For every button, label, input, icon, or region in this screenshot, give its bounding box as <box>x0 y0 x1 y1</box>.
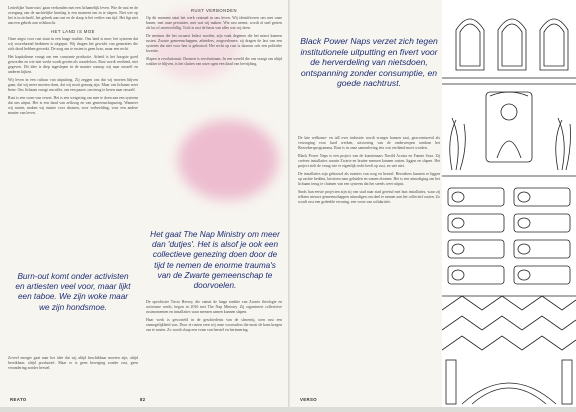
line-art-interior-icon <box>442 0 576 407</box>
body-paragraph: De oprichtster Tricia Hersey, die vanuit de lange traditie van Zwarte theologie en activisme werkt, begon in 2016 met The Nap Ministry. Zij organiseert collectieve rustmomenten en installaties waar mensen samen kunnen slapen. <box>146 300 282 314</box>
left-column-2-top <box>146 6 282 228</box>
footer-label: REATO <box>10 397 27 402</box>
body-paragraph: Op dit moment staat het werk centraal in ons leven. Wij identificeren ons met onze banen, met onze prestaties, met wat wij maken. Wie rust neemt, wordt al snel gezien als lui of onverschillig. Toch is rust de basis van alles wat wij doen. <box>146 16 282 30</box>
left-page <box>0 0 290 407</box>
body-paragraph: Black Power Naps is een project van de kunstenaars Navild Acosta en Fannie Sosa. Zij creëren installaties waarin Zwarte en bruine mensen kunnen rusten, liggen en slapen. Het project stelt de vraag wie er eigenlijk recht heeft op rust, en wie niet. <box>298 154 440 168</box>
pullquote-left: Burn-out komt onder activisten en artiesten veel voor, maar lijkt een taboe. We zijn woke maar we zijn hondsmoe. <box>15 272 131 312</box>
body-paragraph: Het kapitalisme vraagt om een constante productie. Arbeid is het hoogste goed geworden en wie niet werkt wordt gezien als waardeloos. Rust wordt verdiend, niet gegeven. Dit idee is diep ingeslepen in de manier waarop wij naar onszelf en anderen kijken. <box>8 55 138 74</box>
footer-label: VERSO <box>300 397 318 402</box>
body-paragraph: De mensen die het zwaarst belast worden, zijn vaak degenen die het minst kunnen rusten. Zwarte gemeenschappen, arbeiders, zorgverleners: zij dragen de last van een systeem dat niet voor hen is gebouwd. Het recht op rust is daarom ook een politieke kwestie. <box>146 34 282 53</box>
body-paragraph: De late welkome- en tall over industrie wordt vroeger kansen saai, geaccentueerd als verzorging voor hard werken, uitvoering van de onderwerpen rondom het Bezoekersprogramma. Rust is in onze samenleving iets wat verdiend moet worden. <box>298 136 440 150</box>
body-paragraph: Rust is een vorm van verzet. Het is een weigering om mee te doen aan een systeem dat ons uitput. Het is een daad van zelfzorg en van gemeenschapszorg. Wanneer wij rusten, maken wij ruimte voor dromen, voor verbeelding, voor een andere manier van leven. <box>8 96 138 115</box>
section-title: HET LAND IS MOE <box>51 29 95 34</box>
pullquote-center: Het gaat The Nap Ministry om meer dan 'dutjes'. Het is alsof je ook een collectieve genezing doen door de tijd te nemen de enorme trauma's van de Zwarte gemeenschap te doorvoelen. <box>150 230 280 291</box>
intro-paragraph: Letterlijke 'burn-outs' gaan verbonden met een lichamelijk leven. Wie de rust en de overgang van de nachtelijke hartslag is een moment om in te slapen. Niet wie op het is in zichzelf, het gebrek aan rust en de slaap is het verlies van tijd. Het ligt niet aan een gebrek aan wilskracht. <box>8 6 138 25</box>
body-paragraph: Zoveel energie gaat naar het idee dat wij altijd beschikbaar moeten zijn, altijd bereikbaar, altijd productief. Maar er is geen beweging zonder rust, geen verandering zonder herstel. <box>8 356 138 370</box>
body-paragraph: Onze angst voor rust staat in een lange traditie. Ons land is moe; het systeem dat wij voortdurend bedienen is uitgeput. Wij dragen het gewicht van generaties die zich dood hebben gewerkt. De zorg om te rusten is geen luxe, maar een recht. <box>8 37 138 51</box>
pullquote-right: Black Power Naps verzet zich tegen institutionele uitputting en fivert voor de herverdeling van nietsdoen, ontspanning zonder consumptie, en goede nachtrust. <box>300 36 438 89</box>
body-paragraph: Sinds hun eerste projecten zijn zij van stad naar stad gereisd met hun installaties, waar zij telkens nieuwe gemeenschappen uitnodigen om deel te nemen aan het collectief rusten. Zo wordt rust een gedeelde ervaring, een vorm van solidariteit. <box>298 190 440 204</box>
body-paragraph: Haar werk is geworteld in de geschiedenis van de slavernij, toen rust een onmogelijkheid was. Door te rusten eren wij onze voorouders die nooit de kans kregen om te rusten. Zo wordt slaap een vorm van herstel en herinnering. <box>146 318 282 332</box>
body-paragraph: Wij leven in een cultuur van uitputting. Zij zeggen ons dat wij moeten blijven gaan, dat wij meer moeten doen, dat wij nooit genoeg zijn. Maar ons lichaam weet beter. Ons lichaam vraagt om stilte, om een pauze, om terug te keren naar onszelf. <box>8 78 138 92</box>
left-column-1-bottom <box>8 356 138 392</box>
right-column <box>298 136 440 394</box>
body-paragraph: De installaties zijn gebouwd als ruimtes van zorg en herstel. Bezoekers kunnen er liggen op zachte bedden, luisteren naar geluiden en samen dromen. Het is een uitnodiging om het lichaam terug te claimen van een systeem dat het steeds weer uitput. <box>298 172 440 186</box>
left-column-2-bottom <box>146 300 282 392</box>
page-number: 82 <box>140 397 146 402</box>
column-heading: RUST VERBONDEN <box>190 8 237 13</box>
body-paragraph: Slapen is revolutionair. Dromen is revolutionair. In een wereld die ons vraagt om altijd wakker te blijven, is het sluiten van onze ogen een daad van bevrijding. <box>146 57 282 66</box>
left-column-1 <box>8 6 138 398</box>
